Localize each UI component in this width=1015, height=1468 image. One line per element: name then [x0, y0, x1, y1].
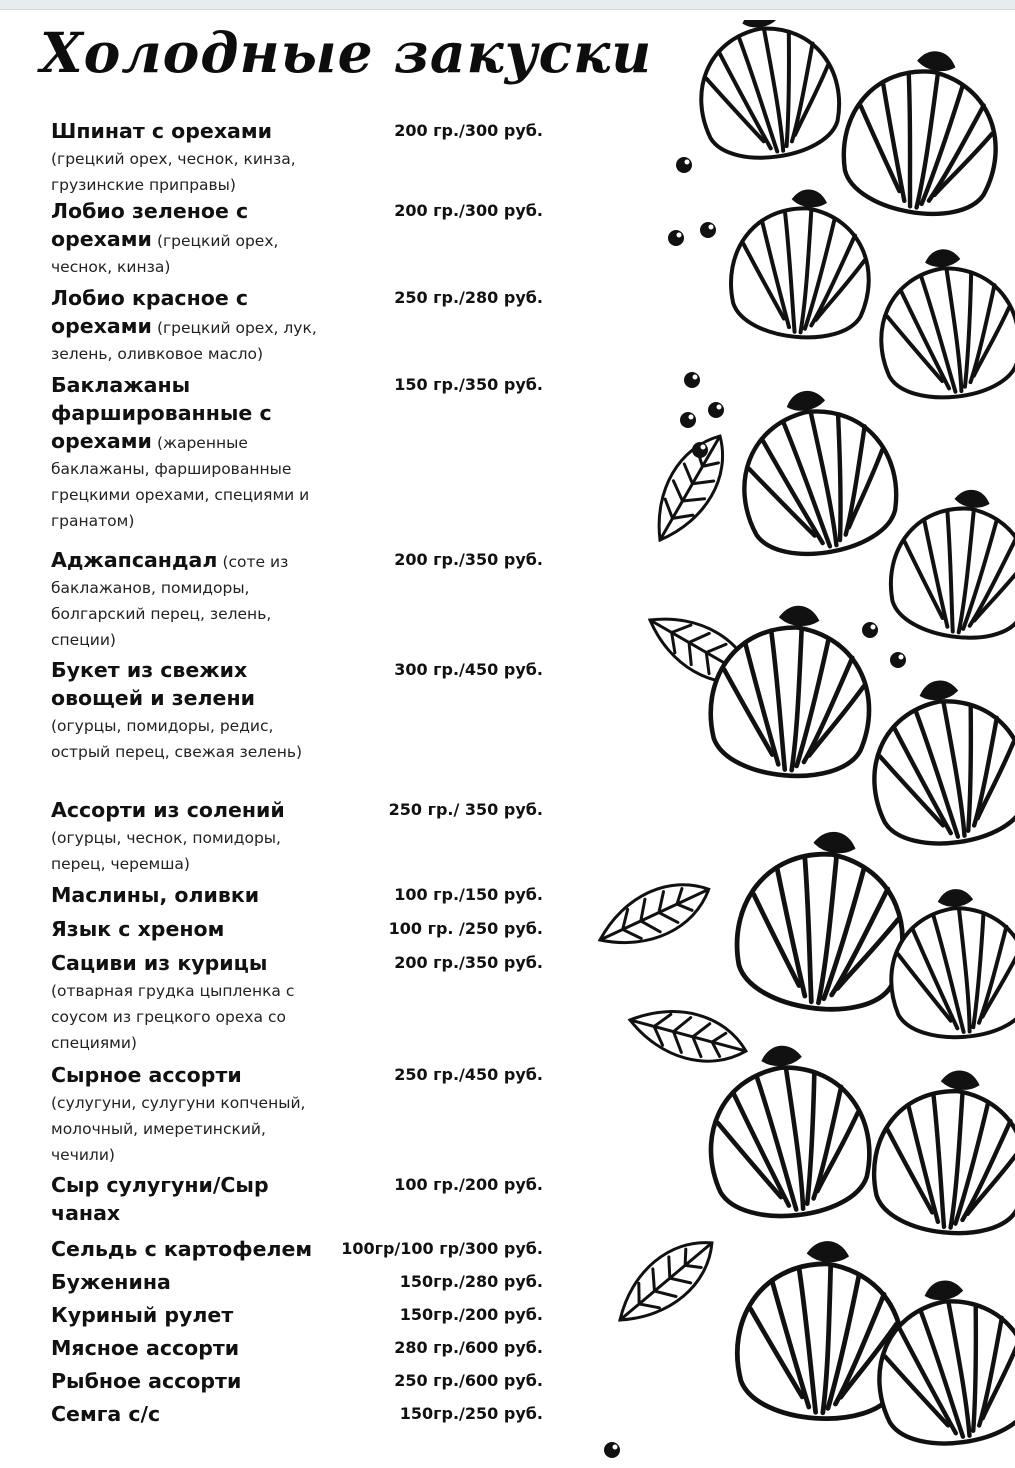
item-name: Сациви из курицы — [51, 951, 268, 975]
item-price: 250 гр./280 руб. — [394, 288, 543, 307]
item-price: 300 гр./450 руб. — [394, 660, 543, 679]
item-description: (грецкий орех, чеснок, кинза) — [51, 232, 279, 276]
menu-item — [51, 916, 551, 950]
menu-item — [51, 372, 551, 547]
item-name: Сыр сулугуни/Сыр чанах — [51, 1173, 269, 1225]
menu-item — [51, 1335, 551, 1368]
item-price: 100 гр. /250 руб. — [388, 919, 543, 938]
item-name: Буженина — [51, 1270, 171, 1294]
item-name: Лобио красное с орехами — [51, 286, 249, 338]
menu-item — [51, 1172, 551, 1236]
item-price: 200 гр./300 руб. — [394, 201, 543, 220]
menu-list — [51, 118, 551, 1434]
item-name: Баклажаны фаршированные с орехами — [51, 373, 272, 453]
top-bar — [0, 0, 1015, 10]
item-name: Куриный рулет — [51, 1303, 234, 1327]
item-name: Букет из свежих овощей и зелени — [51, 658, 255, 710]
menu-item — [51, 950, 551, 1062]
item-price: 280 гр./600 руб. — [394, 1338, 543, 1357]
menu-item — [51, 1062, 551, 1172]
item-name: Язык с хреном — [51, 917, 225, 941]
decorative-illustration — [560, 20, 1015, 1468]
item-description: (жаренные баклажаны, фаршированные грецкими орехами, специями и гранатом) — [51, 434, 310, 530]
item-description: (соте из баклажанов, помидоры, болгарский перец, зелень, специи) — [51, 553, 289, 649]
menu-item — [51, 285, 551, 372]
menu-item — [51, 118, 551, 198]
menu-item — [51, 1368, 551, 1401]
page-title: Холодные закуски — [40, 20, 653, 85]
menu-item — [51, 1401, 551, 1434]
item-name: Шпинат с орехами — [51, 119, 272, 143]
menu-item — [51, 1302, 551, 1335]
item-name: Ассорти из солений — [51, 798, 285, 822]
item-price: 150гр./250 руб. — [399, 1404, 543, 1423]
item-description: (огурцы, помидоры, редис, острый перец, свежая зелень) — [51, 717, 303, 761]
item-price: 100гр/100 гр/300 руб. — [341, 1239, 543, 1258]
item-name: Маслины, оливки — [51, 883, 260, 907]
menu-item — [51, 198, 551, 285]
menu-item — [51, 797, 551, 882]
item-name: Рыбное ассорти — [51, 1369, 242, 1393]
menu-item — [51, 882, 551, 916]
item-price: 150гр./200 руб. — [399, 1305, 543, 1324]
item-name: Сырное ассорти — [51, 1063, 242, 1087]
item-name: Семга с/с — [51, 1402, 161, 1426]
item-price: 100 гр./150 руб. — [394, 885, 543, 904]
menu-item — [51, 657, 551, 797]
item-name: Лобио зеленое с орехами — [51, 199, 249, 251]
item-description: (отварная грудка цыпленка с соусом из грецкого ореха со специями) — [51, 982, 295, 1052]
item-price: 250 гр./ 350 руб. — [388, 800, 543, 819]
item-price: 150 гр./350 руб. — [394, 375, 543, 394]
item-price: 250 гр./600 руб. — [394, 1371, 543, 1390]
item-price: 150гр./280 руб. — [399, 1272, 543, 1291]
menu-item — [51, 1269, 551, 1302]
menu-item — [51, 547, 551, 657]
item-price: 200 гр./350 руб. — [394, 953, 543, 972]
menu-item — [51, 1236, 551, 1269]
item-price: 250 гр./450 руб. — [394, 1065, 543, 1084]
item-price: 200 гр./350 руб. — [394, 550, 543, 569]
item-price: 200 гр./300 руб. — [394, 121, 543, 140]
item-name: Аджапсандал — [51, 548, 218, 572]
item-price: 100 гр./200 руб. — [394, 1175, 543, 1194]
item-description: (грецкий орех, лук, зелень, оливковое масло) — [51, 319, 317, 363]
item-name: Мясное ассорти — [51, 1336, 240, 1360]
item-description: (грецкий орех, чеснок, кинза, грузинские приправы) — [51, 150, 296, 194]
item-description: (сулугуни, сулугуни копченый, молочный, имеретинский, чечили) — [51, 1094, 306, 1164]
item-description: (огурцы, чеснок, помидоры, перец, черемша) — [51, 829, 281, 873]
item-name: Сельдь с картофелем — [51, 1237, 313, 1261]
